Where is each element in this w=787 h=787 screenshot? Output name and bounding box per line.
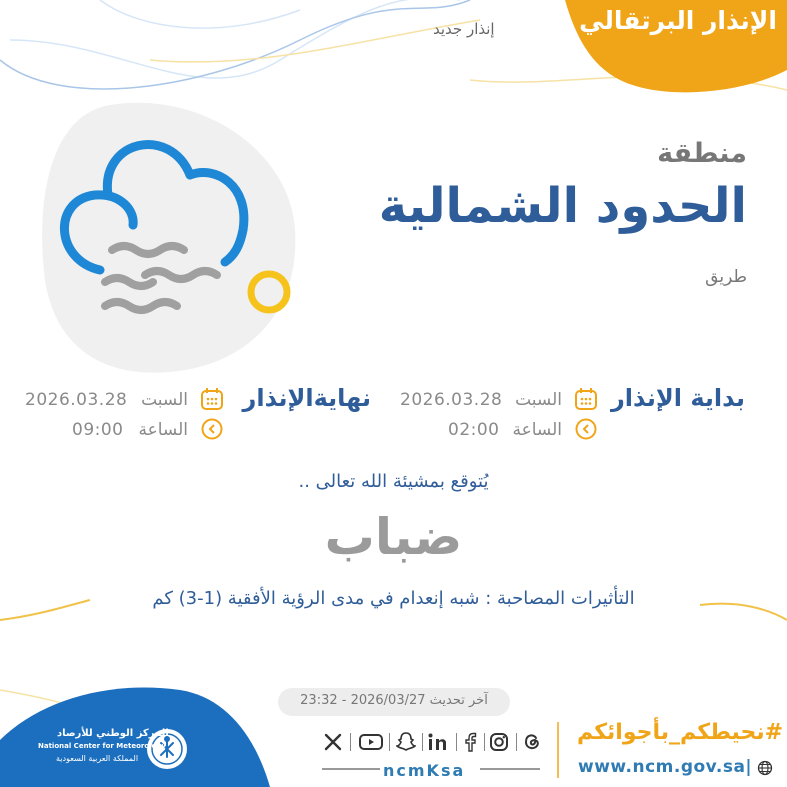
forecast-intro: يُتوقع بمشيئة الله تعالى .. xyxy=(298,471,489,492)
region-sublabel: طريق xyxy=(705,267,747,287)
end-date: 2026.03.28 xyxy=(25,390,128,410)
end-time: 09:00 xyxy=(72,420,124,440)
start-time: 02:00 xyxy=(448,420,500,440)
campaign-hashtag: #نحيطكم_بأجوائكم xyxy=(577,720,784,745)
alert-level-badge: الإنذار البرتقالي xyxy=(579,6,777,35)
end-heading: نهايةالإنذار xyxy=(242,384,371,412)
social-handle[interactable]: ncmKsa xyxy=(383,761,466,780)
region-name: الحدود الشمالية xyxy=(378,178,747,234)
end-day: السبت xyxy=(141,390,188,410)
last-update-text: آخر تحديث 2026/03/27 - 23:32 xyxy=(300,693,488,708)
ncm-logo-english: National Center for Meteorology xyxy=(38,742,166,750)
associated-effects: التأثيرات المصاحبة : شبه إنعدام في مدى الرؤية الأفقية (1-3) كم xyxy=(152,588,635,609)
start-time-label: الساعة xyxy=(512,420,562,440)
start-heading: بداية الإنذار xyxy=(610,384,745,412)
region-label: منطقة xyxy=(657,138,747,169)
ncm-logo-arabic: المركز الوطني للأرصاد xyxy=(57,728,169,739)
start-date: 2026.03.28 xyxy=(400,390,503,410)
globe-icon xyxy=(757,760,773,776)
end-time-label: الساعة xyxy=(138,420,188,440)
start-day: السبت xyxy=(515,390,562,410)
weather-phenomenon: ضباب xyxy=(324,508,463,566)
alert-status-label: إنذار جديد xyxy=(433,20,495,38)
website-link[interactable]: www.ncm.gov.sa| xyxy=(578,757,753,777)
ncm-logo-country: المملكة العربية السعودية xyxy=(56,754,139,763)
